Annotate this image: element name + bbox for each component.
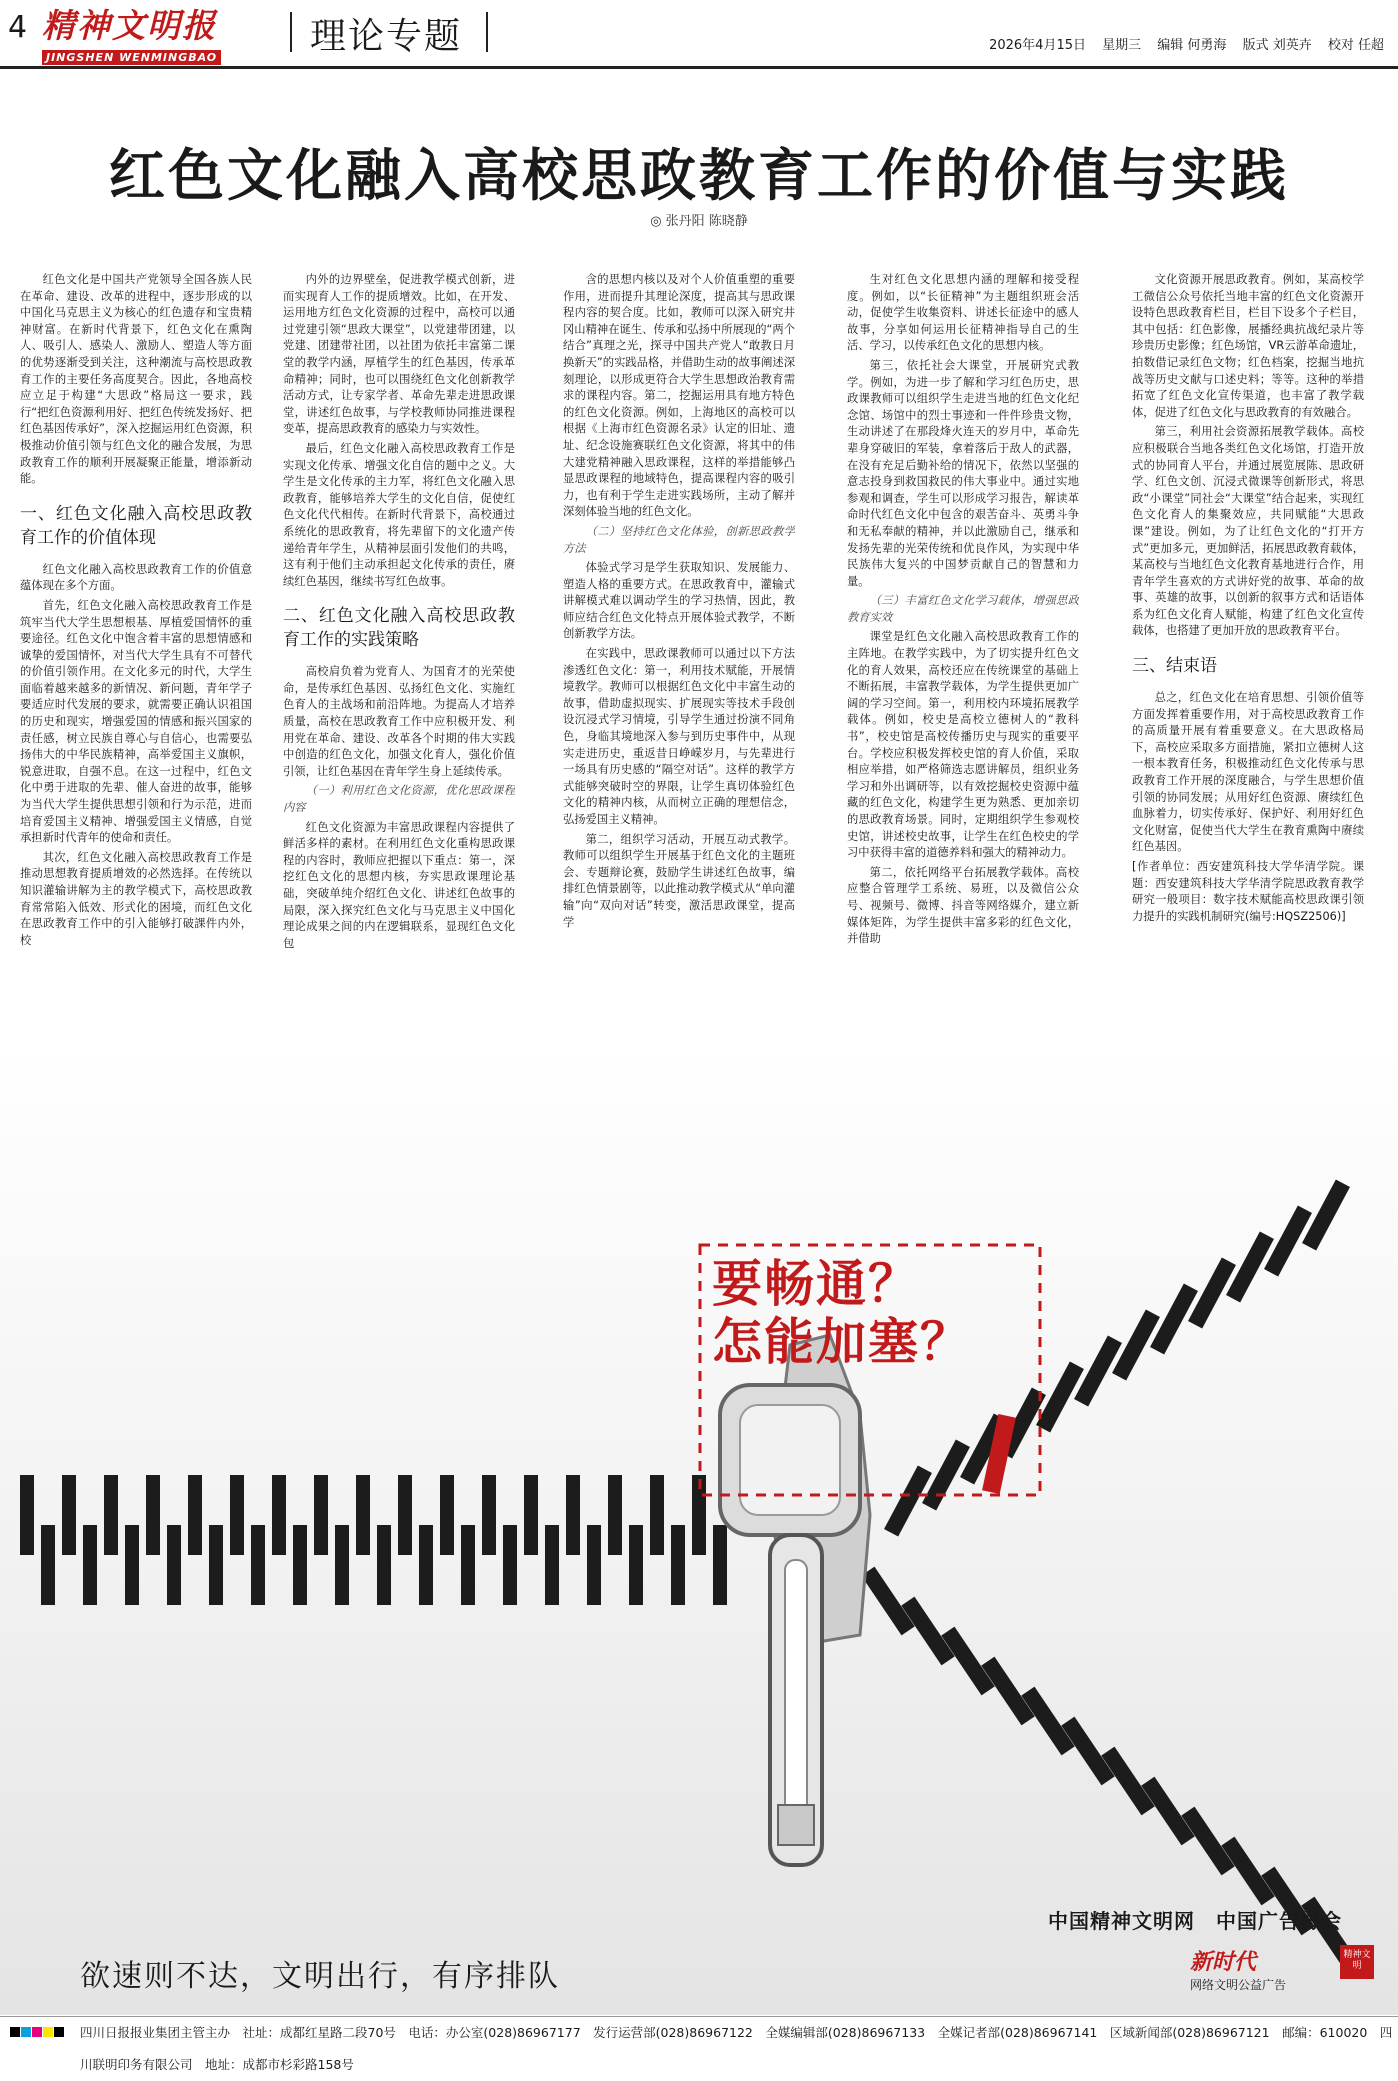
zipper-tooth [524, 1475, 538, 1555]
slogan-line-2: 怎能加塞？ [712, 1313, 972, 1371]
issue-date: 2026年4月15日 [989, 38, 1086, 53]
section-heading: 二、红色文化融入高校思政教育工作的实践策略 [283, 606, 515, 651]
page-number: 4 [8, 10, 28, 45]
author-note: [作者单位：西安建筑科技大学华清学院。课题：西安建筑科技大学华清学院思政教育教学研究一般项目：数字技术赋能高校思政课引领力提升的实践机制研究(编号:HQSZ2506)] [1132, 860, 1364, 923]
zipper-tooth [981, 1657, 1035, 1726]
paragraph: 总之，红色文化在培育思想、引领价值等方面发挥着重要作用，对于高校思政教育工作的高质量开展有着重要意义。在大思政格局下，高校应采取多方面措施，紧扣立德树人这一根本教育任务，积极推动红色文化传承与思政教育工作开展的深度融合，与学生思想价值引领的协同发展；从用好红色资源、赓续红色血脉着力，切实传承好、保护好、利用好红色文化财富，促使当代大学生在教育熏陶中赓续红色基因。 [1132, 691, 1364, 854]
article-column-3 [563, 272, 795, 1008]
issue-weekday: 星期三 [1102, 38, 1142, 53]
newspaper-logo [42, 6, 274, 62]
proofreader-credit: 校对 任超 [1327, 38, 1384, 53]
paragraph: 第二，组织学习活动，开展互动式教学。教师可以组织学生开展基于红色文化的主题班会、专题辩论赛，鼓励学生讲述红色故事，编排红色情景剧等，以此推动教学模式从“单向灌输”向“双向对话”转变，激活思政课堂，提高学 [563, 832, 795, 929]
zipper-tooth [167, 1525, 181, 1605]
zipper-tooth [104, 1475, 118, 1555]
ad-organizers: 中国精神文明网 中国广告协会 [1048, 1909, 1342, 1933]
zipper-tooth [20, 1475, 34, 1555]
paragraph: 最后，红色文化融入高校思政教育工作是实现文化传承、增强文化自信的题中之义。大学生是文化传承的主力军，将红色文化融入思政教育，能够培养大学生的文化自信，促使红色文化代代相传。在新时代背景下，高校通过系统化的思政教育，将先辈留下的文化遗产传递给青年学生，从精神层面引发他们的共鸣，这有利于他们主动承担起文化传承的责任，赓续红色基因，继续书写红色故事。 [283, 441, 515, 588]
zipper-tooth [293, 1525, 307, 1605]
zipper-tooth [545, 1525, 559, 1605]
section-heading: 三、结束语 [1132, 656, 1217, 677]
paragraph: 文化资源开展思政教育。例如，某高校学工微信公众号依托当地丰富的红色文化资源开设特色思政教育栏目，栏目下设多个子栏目，其中包括：红色影像，展播经典抗战纪录片等珍贵历史影像；红色场馆，VR云游革命遗址，拍数借记录红色文物；红色档案，挖掘当地抗战等历史文献与口述史料；等等。这种的举措拓宽了红色文化宣传渠道，也丰富了教学载体，促进了红色文化与思政教育的有效融合。 [1132, 273, 1364, 419]
publisher-footer: 四川日报报业集团主管主办 社址：成都红星路二段70号 电话：办公室(028)86967177 发行运营部(028)86967122 全媒编辑部(028)86967133 全媒记者部(028)86967141 区域新闻部(028)86967121 邮编：610020 四川联明印务有限公司 地址：成都市杉彩路158号 [0, 2016, 1398, 2048]
zipper-tooth [1181, 1807, 1235, 1876]
article-column-4 [847, 272, 1079, 1008]
zipper-tooth [1021, 1687, 1075, 1756]
paragraph: 课堂是红色文化融入高校思政教育工作的主阵地。在教学实践中，为了切实提升红色文化的育人效果，高校还应在传统课堂的基础上不断拓展，丰富教学载体，为学生提供更加广阔的学习空间。第一，利用校内环境拓展教学载体。例如，校史是高校立德树人的“教科书”，校史馆是高校传播历史与现实的重要平台。学校应积极发挥校史馆的育人价值，采取相应举措，如严格筛选志愿讲解员，组织业务学习和外出调研等，以有效挖掘校史资源中蕴藏的红色文化，构建学生更为熟悉、更加亲切的思政教育场景。同时，定期组织学生参观校史馆，讲述校史故事，让学生在红色校史的学习中获得丰富的道德养料和强大的精神动力。 [847, 630, 1079, 860]
zipper-tooth [440, 1475, 454, 1555]
paragraph: 第三，利用社会资源拓展教学载体。高校应积极联合当地各类红色文化场馆，打造开放式的协同育人平台，并通过展览展陈、思政研学、红色文创、沉浸式微课等创新形式，将思政“小课堂”同社会“大课堂”结合起来，实现红色文化育人的集聚效应，共同赋能“大思政课”建设。例如，为了让红色文化的“打开方式”更加多元，更加鲜活，拓展思政教育载体，某高校与当地红色文化教育基地进行合作，用青年学生喜欢的方式讲好党的故事、革命的故事、英雄的故事，以创新的叙事方式和话语体系为红色文化育人赋能，构建了红色文化宣传载体，也搭建了更加开放的思政教育平台。 [1132, 425, 1364, 638]
zipper-tooth [188, 1475, 202, 1555]
public-service-ad [0, 1045, 1398, 2015]
zipper-tooth [419, 1525, 433, 1605]
zipper-tooth [83, 1525, 97, 1605]
zipper-tooth [608, 1475, 622, 1555]
zipper-tooth [314, 1475, 328, 1555]
divider [486, 12, 488, 52]
paragraph: 红色文化融入高校思政教育工作的价值意蕴体现在多个方面。 [20, 562, 252, 593]
zipper-tooth [587, 1525, 601, 1605]
paragraph: 体验式学习是学生获取知识、发展能力、塑造人格的重要方式。在思政教育中，灌输式讲解模式难以调动学生的学习热情，因此，教师应结合红色文化特点开展体验式教学，不断创新教学方法。 [563, 561, 795, 641]
article-column-2 [283, 272, 515, 1008]
paragraph: 含的思想内核以及对个人价值重塑的重要作用，进而提升其理论深度，提高其与思政课程内容的契合度。比如，教师可以深入研究井冈山精神在诞生、传承和弘扬中所展现的“两个结合”真理之光，探寻中国共产党人“敢教日月换新天”的实践品格，并借助生动的故事阐述深刻理论，以形成更符合大学生思想政治教育需求的课程内容。第二，挖掘运用具有地方特色的红色文化资源。例如，上海地区的高校可以根据《上海市红色资源名录》认定的旧址、遗址、纪念设施赛联红色文化资源，将其中的伟大建党精神融入思政课程，这样的举措能够凸显思政课程的地域特色，提高课程内容的吸引力，也有利于学生走进实践场所，主动了解并深刻体验当地的红色文化。 [563, 273, 795, 519]
divider [290, 12, 292, 52]
slogan-line-1: 要畅通？ [712, 1255, 920, 1313]
zipper-tooth [461, 1525, 475, 1605]
editor-credit: 编辑 何勇海 [1157, 38, 1227, 53]
slogan [712, 1255, 972, 1371]
section-name: 理论专题 [310, 16, 463, 57]
zipper-tooth [861, 1567, 915, 1636]
zipper-tooth [1141, 1777, 1195, 1846]
zipper-tooth [230, 1475, 244, 1555]
paragraph: 红色文化是中国共产党领导全国各族人民在革命、建设、改革的进程中，逐步形成的以中国化马克思主义为核心的红色遗存和宝贵精神财富。在新时代背景下，红色文化在熏陶人、吸引人、感染人、激励人、塑造人等方面的优势逐渐受到关注，这种潮流与高校思政教育工作的主要任务高度契合。因此，各地高校应立足于构建“大思政”格局这一要求，践行“把红色资源利用好、把红色传统发扬好、把红色基因传承好”，深入挖掘运用红色资源，积极推动价值引领与红色文化的融合发展，为思政教育工作的顺利开展凝聚正能量，增添新动能。 [20, 273, 252, 486]
zipper-tooth [901, 1597, 955, 1666]
ad-tagline: 欲速则不达，文明出行，有序排队 [80, 1959, 560, 1994]
zipper-tooth [503, 1525, 517, 1605]
paragraph: 红色文化资源为丰富思政课程内容提供了鲜活多样的素材。在利用红色文化重构思政课程的内容时，教师应把握以下重点：第一，深挖红色文化的思想内核，夯实思政课理论基础，突破单纯介绍红色文化、讲述红色故事的局限，深入探究红色文化与马克思主义中国化理论成果之间的内在逻辑联系，显现红色文化包 [283, 820, 515, 950]
subheading: （一）利用红色文化资源，优化思政课程内容 [283, 784, 515, 815]
paragraph: 生对红色文化思想内涵的理解和接受程度。例如，以“长征精神”为主题组织班会活动，促使学生收集资料、讲述长征途中的感人故事，分享如何运用长征精神指导自己的生活、学习，以传承红色文化的思想内核。 [847, 273, 1079, 353]
article-byline: ◎ 张丹阳 陈晓静 [650, 214, 748, 229]
zipper-tooth [941, 1627, 995, 1696]
zipper-tooth [146, 1475, 160, 1555]
paragraph: 内外的边界壁垒，促进教学模式创新，进而实现育人工作的提质增效。比如，在开发、运用地方红色文化资源的过程中，高校可以通过党建引领“思政大课堂”，以党建带团建，以党建、团建带社团，以社团为依托丰富第二课堂的教学内涵，厚植学生的红色基因，传承革命精神；同时，也可以围绕红色文化创新教学活动方式，让专家学者、革命先辈走进思政课堂，讲述红色故事，与学校教师协同推进课程变革，提高思政教育的感染力与实效性。 [283, 273, 515, 436]
brand-caption: 网络文明公益广告 [1190, 1978, 1287, 1992]
paragraph: 在实践中，思政课教师可以通过以下方法渗透红色文化：第一，利用技术赋能，开展情境教学。教师可以根据红色文化中丰富生动的故事，借助虚拟现实、扩展现实等技术手段创设沉浸式学习情境，引导学生通过扮演不同角色，身临其境地深入参与到历史事件中，从现实走进历史，重返昔日峥嵘岁月，与先辈进行一场具有历史感的“隔空对话”。这样的教学方式能够突破时空的界限，让学生真切体验红色文化的精神内核，从而树立正确的理想信念，弘扬爱国主义精神。 [563, 647, 795, 826]
masthead-rule [0, 66, 1398, 69]
zipper-tooth [566, 1475, 580, 1555]
zipper-tooth [41, 1525, 55, 1605]
paragraph: 其次，红色文化融入高校思政教育工作是推动思想教育提质增效的必然选择。在传统以知识灌输讲解为主的教学模式下，高校思政教育常常陷入低效、形式化的困境，而红色文化在思政教育工作中的引入能够打破課件内外，校 [20, 850, 252, 947]
paragraph: 第三，依托社会大课堂，开展研究式教学。例如，为进一步了解和学习红色历史，思政课教师可以组织学生走进当地的红色文化纪念馆、场馆中的烈士事迹和一件件珍贵文物，生动讲述了在那段烽火连天的岁月中，革命先辈身穿破旧的军装，拿着落后于敌人的武器，在没有充足后勤补给的情况下，依然以坚强的意志投身到救国救民的伟大事业中。通过实地参观和调查，学生可以形成学习报告，解读革命时代红色文化中包含的艰苦奋斗、英勇斗争和无私奉献的精神，并以此激励自己，继承和发扬先辈的光荣传统和优良作风，为实现中华民族伟大复兴的中国梦贡献自己的智慧和力量。 [847, 358, 1079, 588]
zipper-tooth [251, 1525, 265, 1605]
zipper-tooth [713, 1525, 727, 1605]
designer-credit: 版式 刘英卉 [1242, 38, 1312, 53]
seal-stamp: 精神文明 [1340, 1945, 1374, 1979]
zipper-illustration [0, 1045, 1398, 2015]
zipper-tooth [398, 1475, 412, 1555]
zipper-tooth [125, 1525, 139, 1605]
zipper-tooth [356, 1475, 370, 1555]
zipper-tooth [335, 1525, 349, 1605]
zipper-teeth-closed [20, 1475, 727, 1605]
logo-text: 精神文明报 [42, 6, 217, 45]
section-heading: 一、红色文化融入高校思政教育工作的价值体现 [20, 503, 252, 548]
zipper-tooth [629, 1525, 643, 1605]
zipper-tooth [1061, 1717, 1115, 1786]
zipper-slider [720, 1335, 870, 1865]
paragraph: 第二，依托网络平台拓展教学载体。高校应整合管理学工系统、易班，以及微信公众号、视频号、微博、抖音等网络媒介，建立新媒体矩阵，为学生提供丰富多彩的红色文化，并借助 [847, 865, 1079, 946]
zipper-tooth [209, 1525, 223, 1605]
zipper-tooth [62, 1475, 76, 1555]
zipper-tooth [650, 1475, 664, 1555]
zipper-tooth [671, 1525, 685, 1605]
subheading: （三）丰富红色文化学习载体，增强思政教育实效 [847, 594, 1079, 624]
article-column-1 [20, 272, 252, 1008]
ad-brand [1190, 1945, 1286, 1993]
zipper-tooth [482, 1475, 496, 1555]
paragraph: 高校肩负着为党育人、为国育才的光荣使命，是传承红色基因、弘扬红色文化、实施红色育人的主战场和前沿阵地。为提高人才培养质量，高校在思政教育工作中应积极开发、利用党在革命、建设、改革各个时期的伟大实践中创造的红色文化，加强文化育人，强化价值引领，让红色基因在青年学生身上延续传承。 [283, 665, 515, 778]
masthead [0, 0, 1398, 66]
zipper-tooth [377, 1525, 391, 1605]
zipper-tooth [1101, 1747, 1155, 1816]
paragraph: 首先，红色文化融入高校思政教育工作是筑牢当代大学生思想根基、厚植爱国情怀的重要途径。红色文化中饱含着丰富的思想情感和诚挚的爱国情怀，对当代大学生具有不可替代的价值引领作用。在文化多元的时代，大学生面临着越来越多的新情况、新问题，青年学子要适应时代发展的要求，就需要正确认识祖国的历史和现实，增强爱国的情感和振兴国家的责任感，树立民族自尊心与自信心，也需要弘扬伟大的中华民族精神，高举爱国主义旗帜，锐意进取，自强不息。在这一过程中，红色文化中勇于进取的先辈、催人奋进的故事，能够为当代大学生提供思想引领和行为示范，进而培育爱国主义精神、增强爱国主义情感，自觉承担新时代青年的使命和责任。 [20, 598, 252, 845]
zipper-tooth [272, 1475, 286, 1555]
subheading: （二）坚持红色文化体验，创新思政教学方法 [563, 524, 795, 555]
article-column-5 [1132, 272, 1364, 1008]
zipper-tooth [1221, 1837, 1275, 1906]
brand-mark: 新时代 [1190, 1949, 1257, 1975]
article-title: 红色文化融入高校思政教育工作的价值与实践 [109, 144, 1289, 209]
issue-meta [977, 34, 1384, 53]
logo-pinyin: JINGSHEN WENMINGBAO [42, 50, 221, 65]
